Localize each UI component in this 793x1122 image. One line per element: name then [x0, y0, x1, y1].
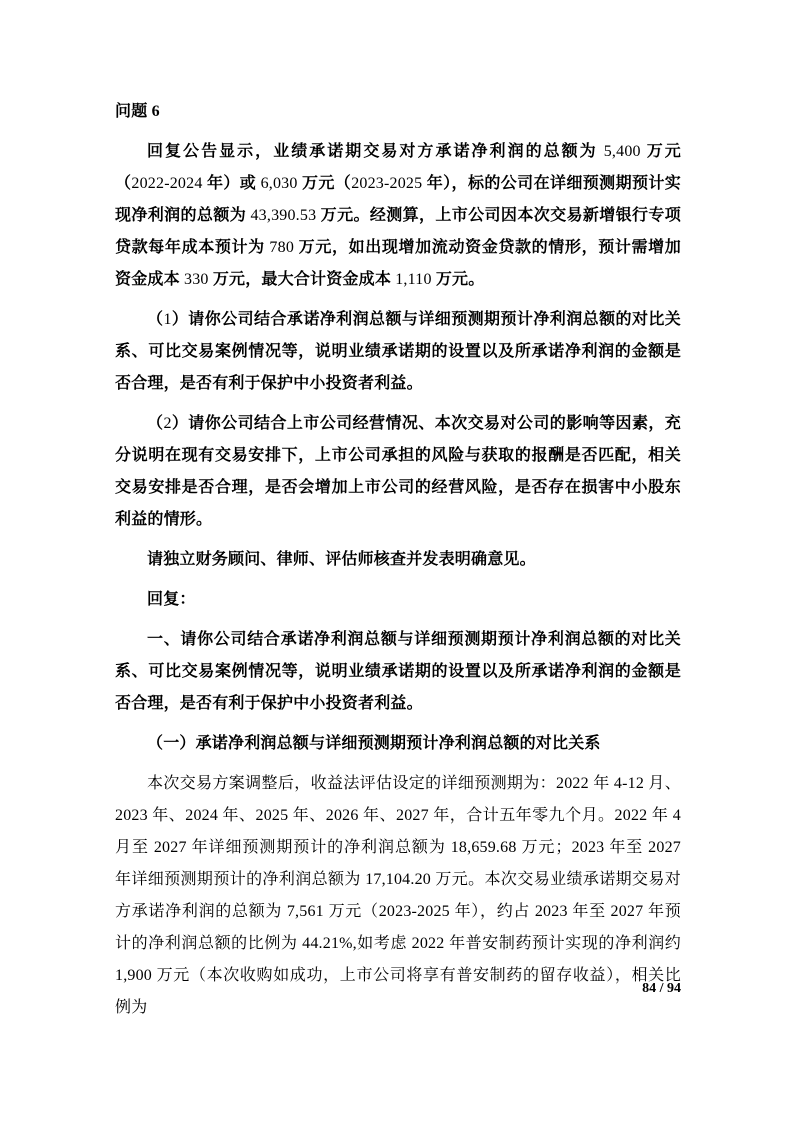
question-number-heading: 问题 6 — [115, 103, 160, 120]
numeric-run: 7,561 — [286, 903, 324, 920]
numeric-run: 2027 — [648, 839, 681, 856]
numeric-run: 2023-2025 — [378, 903, 450, 920]
numeric-run: 6,030 — [260, 175, 298, 192]
numeric-run: 18,659.68 — [450, 839, 517, 856]
section-heading-1: （一）承诺净利润总额与详细预测期预计净利润总额的对比关系 — [147, 735, 601, 752]
verification-request: 请独立财务顾问、律师、评估师核查并发表明确意见。 — [147, 551, 536, 568]
numeric-run: 6 — [151, 103, 160, 120]
numeric-run: 2027 — [396, 807, 429, 824]
sub-question-2: （2）请你公司结合上市公司经营情况、本次交易对公司的影响等因素，充分说明在现有交易安排下，上市公司承担的风险与获取的报酬是否匹配，相关交易安排是否合理，是否会增加上市公司的经营风险，是否存在损害中小股东利益的情形。 — [115, 415, 682, 528]
numeric-run: 2022 — [411, 935, 445, 952]
numeric-run: 2026 — [325, 807, 359, 824]
sub-question-1: （1）请你公司结合承诺净利润总额与详细预测期预计净利润总额的对比关系、可比交易案例情况等，说明业绩承诺期的设置以及所承诺净利润的金额是否合理，是否有利于保护中小投资者利益。 — [115, 311, 682, 392]
numeric-run: 2 — [163, 415, 172, 432]
numeric-run: 2023 — [115, 807, 148, 824]
numeric-run: 4-12 — [613, 775, 645, 792]
numeric-run: 2023 — [571, 839, 605, 856]
numeric-run: 2027 — [153, 839, 187, 856]
reply-label: 回复： — [147, 591, 196, 608]
page-number: 84 / 94 — [642, 981, 681, 996]
document-body — [115, 96, 681, 1024]
numeric-run: 2023-2025 — [351, 175, 423, 192]
analysis-paragraph: 本次交易方案调整后，收益法评估设定的详细预测期为：2022 年 4-12 月、2023 年、2024 年、2025 年、2026 年、2027 年，合计五年零九个月。2022 年 4 月至 2027 年详细预测期预计的净利润总额为 18,659.68 万元；2023 年至 2027 年详细预测期预计的净利润总额为 17,104.20 万元。本次交易业绩承诺期交易对方承诺净利润的总额为 7,561 万元（2023-2025 年），约占 2023 年至 2027 年预计的净利润总额的比例为 44.21%,如考虑 2022 年普安制药预计实现的净利润约 1,900 万元（本次收购如成功，上市公司将享有普安制药的留存收益），相关比例为 — [115, 775, 681, 1016]
numeric-run: 43,390.53 — [250, 207, 317, 224]
numeric-run: 2022 — [556, 775, 589, 792]
numeric-run: 780 — [269, 239, 295, 256]
numeric-run: 17,104.20 — [365, 871, 431, 888]
numeric-run: 1,110 — [395, 271, 432, 288]
numeric-run: 330 — [184, 271, 209, 288]
intro-paragraph: 回复公告显示，业绩承诺期交易对方承诺净利润的总额为 5,400 万元（2022-2024 年）或 6,030 万元（2023-2025 年），标的公司在详细预测期预计实现净利润的总额为 43,390.53 万元。经测算，上市公司因本次交易新增银行专项贷款每年成本预计为 780 万元，如出现增加流动资金贷款的情形，预计需增加资金成本 330 万元，最大合计资金成本 1,110 万元。 — [115, 143, 681, 288]
numeric-run: 2023 — [534, 903, 568, 920]
numeric-run: 5,400 — [603, 143, 641, 160]
numeric-run: 2022-2024 — [131, 175, 203, 192]
numeric-run: 2025 — [255, 807, 289, 824]
numeric-run: 2022 — [614, 807, 648, 824]
numeric-run: 44.21%, — [302, 935, 357, 952]
numeric-run: 1,900 — [115, 967, 152, 984]
reply-question-restated: 一、请你公司结合承诺净利润总额与详细预测期预计净利润总额的对比关系、可比交易案例情况等，说明业绩承诺期的设置以及所承诺净利润的金额是否合理，是否有利于保护中小投资者利益。 — [115, 631, 681, 712]
numeric-run: 1 — [163, 311, 172, 328]
numeric-run: 2027 — [610, 903, 644, 920]
numeric-run: 2024 — [185, 807, 219, 824]
numeric-run: 4 — [672, 807, 681, 824]
